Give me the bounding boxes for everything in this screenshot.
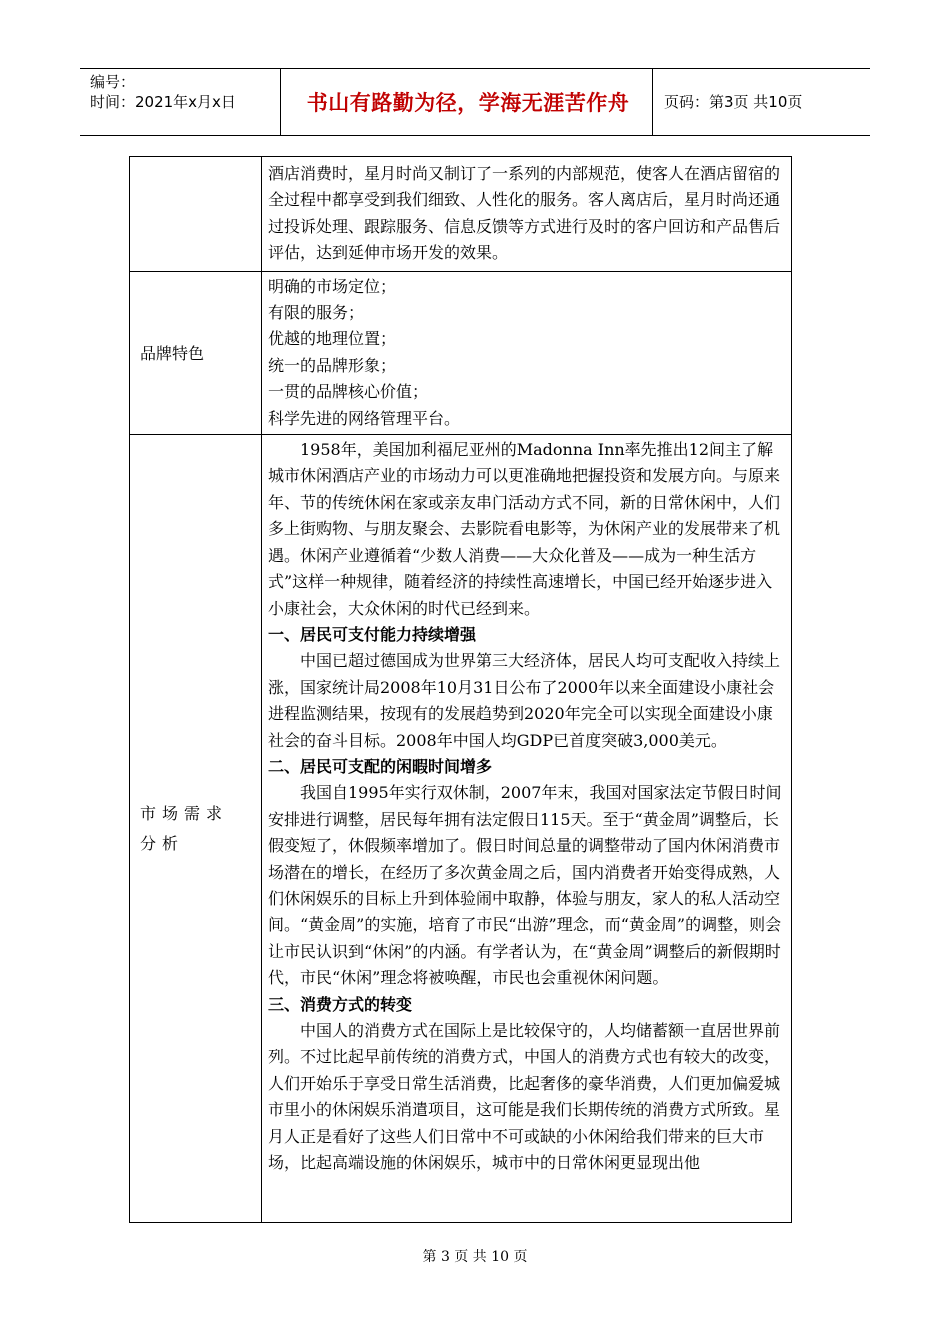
table-row-intro [130, 157, 792, 272]
section-text: 中国人的消费方式在国际上是比较保守的，人均储蓄额一直居世界前列。不过比起早前传统的消费方式，中国人的消费方式也有较大的改变，人们开始乐于享受日常生活消费，比起奢侈的豪华消费，人们更加偏爱城市里小的休闲娱乐消遣项目，这可能是我们长期传统的消费方式所致。星月人正是看好了这些人们日常中不可或缺的小休闲给我们带来的巨大市场，比起高端设施的休闲娱乐，城市中的日常休闲更显现出他 [268, 1021, 781, 1173]
date-label: 时间：2021年x月x日 [90, 93, 236, 111]
market-label-cell [130, 435, 262, 1223]
market-label: 市场需求分析 [140, 803, 229, 853]
market-intro: 1958年，美国加利福尼亚州的Madonna Inn率先推出12间主了解城市休闲酒店产业的市场动力可以更准确地把握投资和发展方向。与原来年、节的传统休闲在家或亲友串门活动方式不同，新的日常休闲中，人们多上街购物、与朋友聚会、去影院看电影等，为休闲产业的发展带来了机遇。休闲产业遵循着“少数人消费——大众化普及——成为一种生活方式”这样一种规律，随着经济的持续性高速增长，中国已经开始逐步进入小康社会，大众休闲的时代已经到来。 [268, 440, 781, 618]
page-footer: 第 3 页 共 10 页 [422, 1249, 528, 1265]
brand-cell [262, 271, 792, 434]
market-cell [262, 435, 792, 1223]
list-item: 有限的服务； [268, 303, 365, 323]
list-item: 统一的品牌形象； [268, 355, 397, 375]
header-page-label: 页码：第3页 共10页 [664, 93, 803, 111]
list-item: 一贯的品牌核心价值； [268, 382, 429, 402]
table-row-brand [130, 271, 792, 434]
header-divider [280, 68, 281, 135]
section-title: 二、居民可支配的闲暇时间增多 [268, 756, 493, 776]
header-divider [652, 68, 653, 135]
intro-text: 酒店消费时，星月时尚又制订了一系列的内部规范，使客人在酒店留宿的全过程中都享受到我们细致、人性化的服务。客人离店后，星月时尚还通过投诉处理、跟踪服务、信息反馈等方式进行及时的客户回访和产品售后评估，达到延伸市场开发的效果。 [268, 164, 781, 263]
list-item: 明确的市场定位； [268, 276, 397, 296]
header-bottom-rule [80, 135, 870, 136]
section-title: 三、消费方式的转变 [268, 994, 413, 1014]
header-motto: 书山有路勤为径，学海无涯苦作舟 [306, 90, 630, 115]
header-meta [90, 72, 280, 112]
table-row-market [130, 435, 792, 1223]
number-label: 编号： [90, 73, 136, 91]
brand-label: 品牌特色 [130, 271, 262, 434]
section-title: 一、居民可支付能力持续增强 [268, 624, 477, 644]
content-table [129, 156, 792, 1223]
list-item: 科学先进的网络管理平台。 [268, 408, 461, 428]
section-text: 我国自1995年实行双休制，2007年末，我国对国家法定节假日时间安排进行调整，居民每年拥有法定假日115天。至于“黄金周”调整后，长假变短了，休假频率增加了。假日时间总量的调整带动了国内休闲消费市场潜在的增长，在经历了多次黄金周之后，国内消费者开始变得成熟，人们休闲娱乐的目标上升到体验闹中取静，体验与朋友，家人的私人活动空间。“黄金周”的实施，培育了市民“出游”理念，而“黄金周”的调整，则会让市民认识到“休闲”的内涵。有学者认为，在“黄金周”调整后的新假期时代，市民“休闲”理念将被唤醒，市民也会重视休闲问题。 [268, 783, 782, 988]
intro-cell [262, 157, 792, 272]
row-label [130, 157, 262, 272]
section-text: 中国已超过德国成为世界第三大经济体，居民人均可支配收入持续上涨，国家统计局2008年10月31日公布了2000年以来全面建设小康社会进程监测结果，按现有的发展趋势到2020年完全可以实现全面建设小康社会的奋斗目标。2008年中国人均GDP已首度突破3,000美元。 [268, 651, 781, 750]
list-item: 优越的地理位置； [268, 329, 397, 349]
